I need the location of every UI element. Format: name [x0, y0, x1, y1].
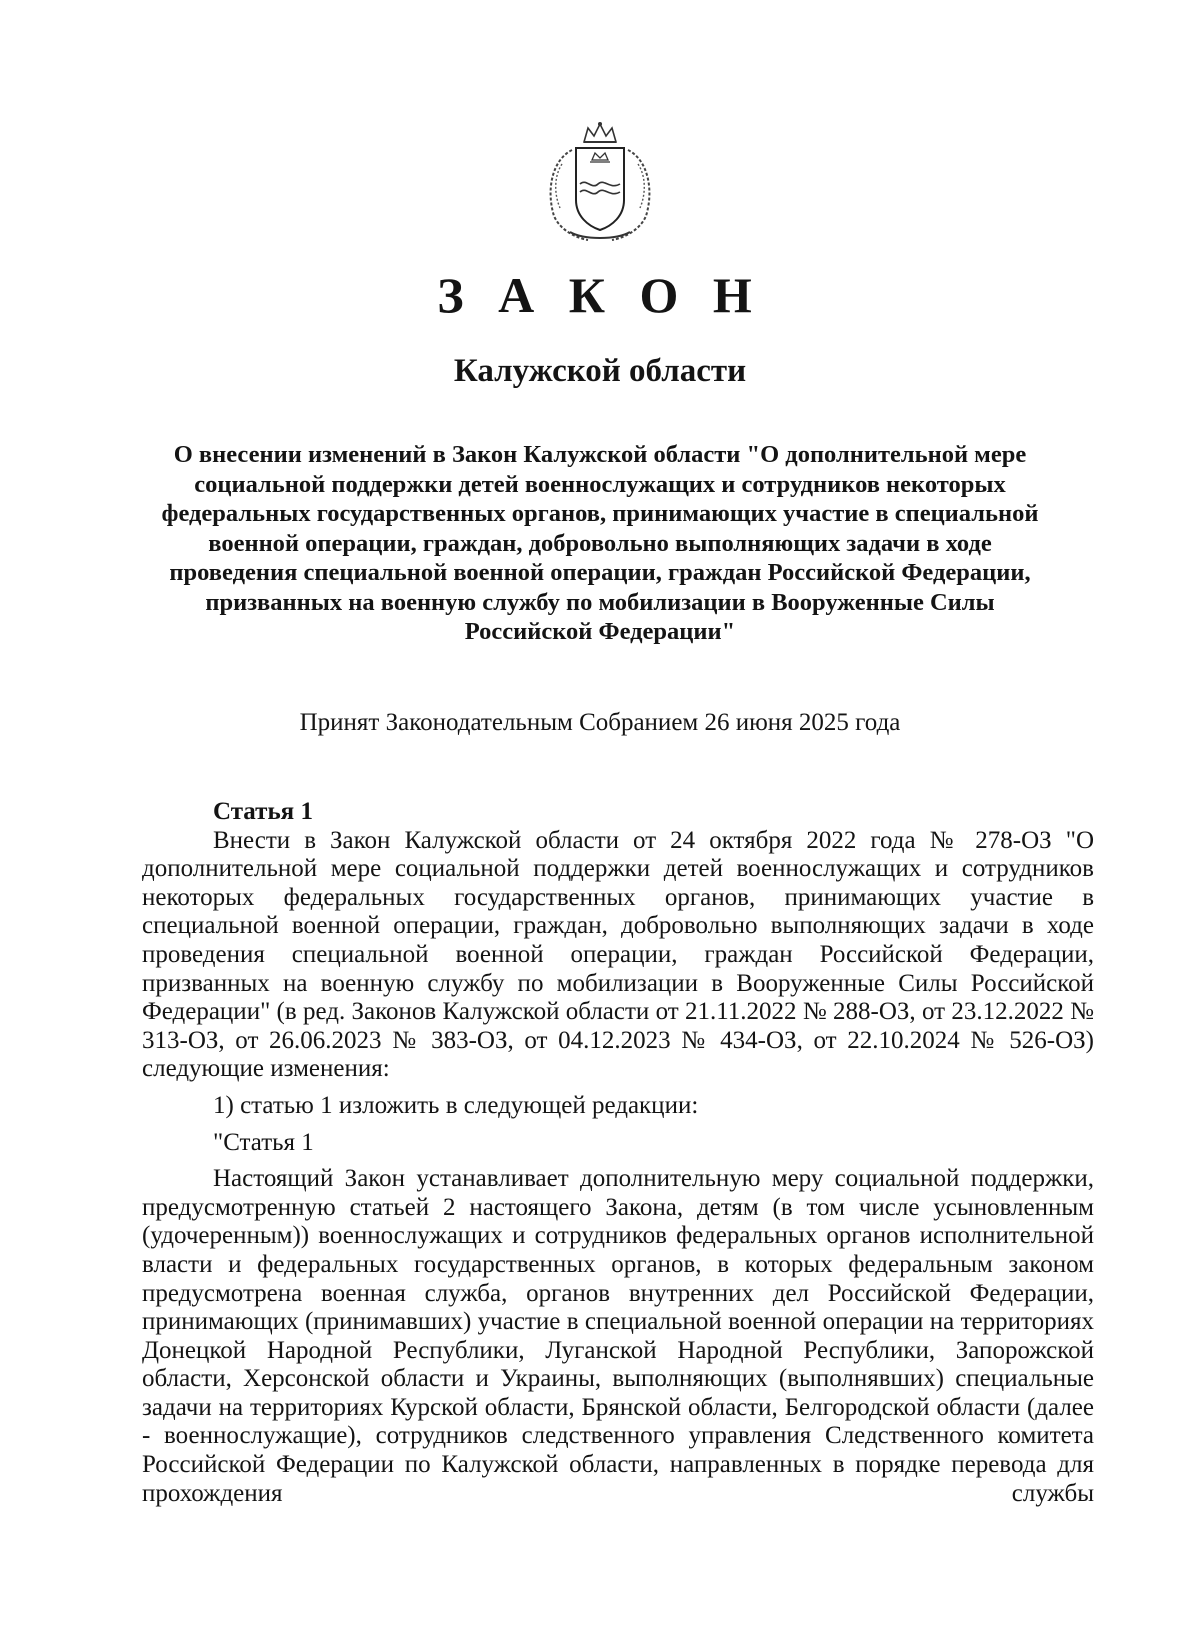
law-title: З А К О Н [437, 267, 763, 323]
article-heading: Статья 1 [213, 798, 313, 825]
law-subject: О внесении изменений в Закон Калужской области "О дополнительной мере социальной поддержки детей военнослужащих и сотрудников некоторых федеральных государственных органов, принимающих участие в специальной военной операции, граждан, добровольно выполняющих задачи в ходе проведения специальной военной операции, граждан Российской Федерации, призванных на военную службу по мобилизации в Вооруженные Силы Российской Федерации" [161, 441, 1039, 645]
article-intro-paragraph: Внести в Закон Калужской области от 24 октября 2022 года № 278-ОЗ "О дополнительной мере социальной поддержки детей военнослужащих и сотрудников некоторых федеральных государственных органов, принимающих участие в специальной военной операции, граждан, добровольно выполняющих задачи в ходе проведения специальной военной операции, граждан Российской Федерации, призванных на военную службу по мобилизации в Вооруженные Силы Российской Федерации" (в ред. Законов Калужской области от 21.11.2022 № 288-ОЗ, от 23.12.2022 № 313-ОЗ, от 26.06.2023 № 383-ОЗ, от 04.12.2023 № 434-ОЗ, от 22.10.2024 № 526-ОЗ) следующие изменения: [142, 826, 1094, 1083]
quoted-article-text: Настоящий Закон устанавливает дополнительную меру социальной поддержки, предусмотренную статьей 2 настоящего Закона, детям (в том числе усыновленным (удочеренным)) военнослужащих и сотрудников федеральных органов исполнительной власти и федеральных государственных органов, в которых федеральным законом предусмотрена военная служба, органов внутренних дел Российской Федерации, принимающих (принимавших) участие в специальной военной операции на территориях Донецкой Народной Республики, Луганской Народной Республики, Запорожской области, Херсонской области и Украины, выполняющих (выполнявших) специальные задачи на территориях Курской области, Брянской области, Белгородской области (далее - военнослужащие), сотрудников следственного управления Следственного комитета Российской Федерации по Калужской области, направленных в порядке перевода для прохождения службы [142, 1165, 1094, 1507]
document-body [142, 798, 1094, 1508]
law-region: Калужской области [453, 353, 747, 389]
coat-of-arms-icon [532, 120, 668, 244]
amendment-item-1: 1) статью 1 изложить в следующей редакции: [213, 1091, 699, 1119]
adoption-line: Принят Законодательным Собранием 26 июня 2025 года [299, 709, 901, 736]
quoted-article-heading: "Статья 1 [213, 1128, 314, 1156]
